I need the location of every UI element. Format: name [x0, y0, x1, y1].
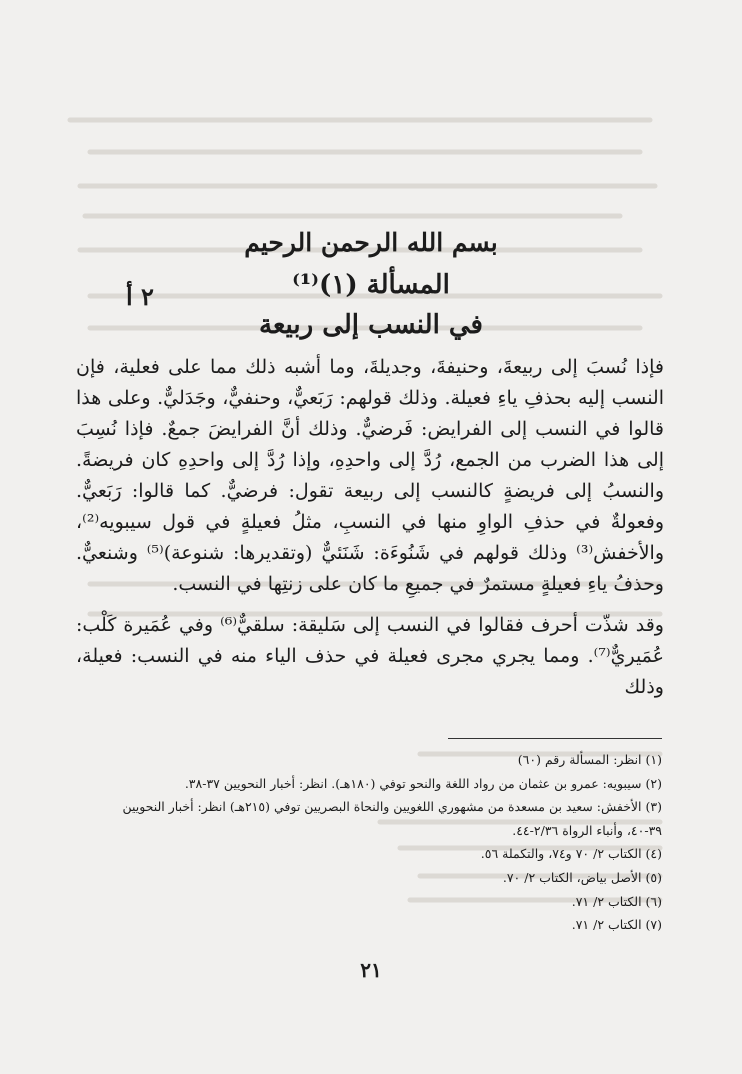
footnote-6: (٦) الكتاب ٢/ ٧١. [571, 893, 662, 909]
main-text [76, 352, 664, 703]
footnotes [118, 748, 662, 937]
issue-subtitle: في النسب إلى ربيعة [259, 310, 483, 340]
footnote-3: (٣) الأخفش: سعيد بن مسعدة من مشهوري اللغويين والنحاة البصريين توفي (٢١٥هـ) انظر: أخبار النحويين ٣٩-٤٠، وأنباء الرواة ٢/٣٦-٤٤. [122, 799, 662, 838]
footnote-2: (٢) سيبويه: عمرو بن عثمان من رواد اللغة والنحو توفي (١٨٠هـ). انظر: أخبار النحويين ٣٧-٣٨. [184, 775, 662, 791]
manuscript-folio-marker: ٢ أ [126, 282, 154, 311]
footnote-7: (٧) الكتاب ٢/ ٧١. [571, 917, 662, 933]
issue-title: المسألة (١)⁽¹⁾ [292, 270, 450, 300]
basmala-heading: بسم الله الرحمن الرحيم [244, 228, 498, 257]
body-paragraph-2: وقد شذّت أحرف فقالوا في النسب إلى سَليقة: سلقيٌّ⁽⁶⁾ وفي عُمَيرة كَلْب: عُمَيريٌّ⁽⁷⁾. ومما يجري مجرى فعيلة في حذف الياء منه في النسب: فعيلة، وذلك [76, 614, 664, 698]
footnote-1: (١) انظر: المسألة رقم (٦٠) [517, 752, 662, 767]
footnote-4: (٤) الكتاب ٢/ ٧٠ و٧٤، والتكملة ٥٦. [480, 846, 662, 862]
footnote-5: (٥) الأصل بياض، الكتاب ٢/ ٧٠. [502, 869, 662, 885]
page-number: ٢١ [360, 958, 382, 982]
body-paragraph-1: فإذا نُسبَ إلى ربيعةَ، وحنيفةَ، وجديلةَ، وما أشبه ذلك مما على فعلية، فإن النسب إليه بحذفِ ياءِ فعيلة. وذلك قولهم: رَبَعيٌّ، وحنفيٌّ، وجَدَليٌّ. وعلى هذا قالوا في النسب إلى الفرايض: فَرضيٌّ. وذلك أنَّ الفرايضَ جمعٌ. فإذا نُسِبَ إلى هذا الضرب من الجمع، رُدَّ إلى واحدِهِ، وإذا رُدَّ إلى واحدِهِ كان فريضةً. والنسبُ إلى فريضةٍ كالنسب إلى ربيعة تقول: فرضيٌّ. كما قالوا: رَبَعيٌّ. وفعولةٌ في حذفِ الواوِ منها في النسبِ، مثلُ فعيلةٍ في قول سيبويه⁽²⁾، والأخفش⁽³⁾ وذلك قولهم في شَنُوءَة: شَنَئيٌّ (وتقديرها: شنوعة)⁽⁵⁾ وشنعيٌّ. وحذفُ ياءِ فعيلةٍ مستمرٌ في جميعِ ما كان على زنتِها في النسب. [76, 356, 664, 595]
footnote-divider [448, 738, 662, 739]
